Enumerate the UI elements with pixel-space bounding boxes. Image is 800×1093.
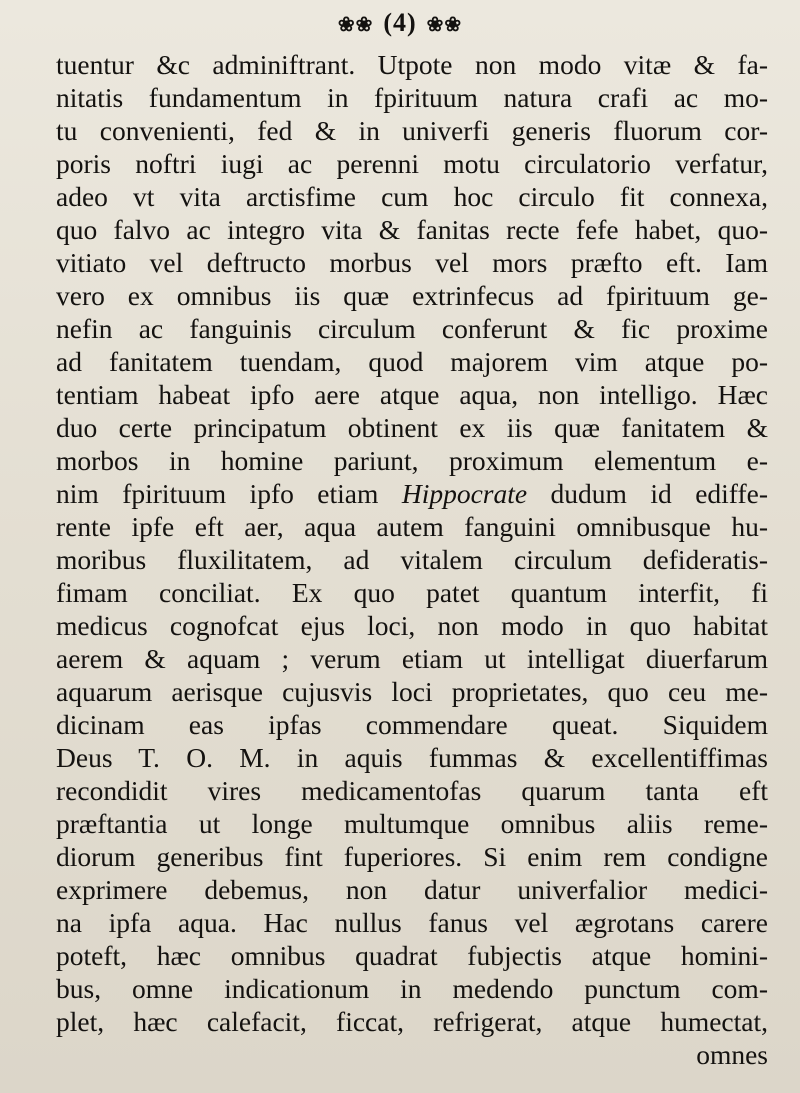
text-line: nefin ac fanguinis circulum conferunt & fic proxime <box>56 313 768 344</box>
text-line: morbos in homine pariunt, proximum elementum e- <box>56 445 768 476</box>
text-line: na ipfa aqua. Hac nullus fanus vel ægrotans carere <box>56 907 768 938</box>
page-header <box>0 6 800 42</box>
text-line: poteft, hæc omnibus quadrat fubjectis atque homini- <box>56 940 768 971</box>
catchword: omnes <box>696 1039 768 1070</box>
text-segment: nim fpirituum ipfo etiam <box>56 478 402 509</box>
right-ornament-icon: ❀❀ <box>426 14 463 37</box>
author-name: Hippocrate <box>401 478 528 509</box>
text-line: aerem & aquam ; verum etiam ut intelligat diuerfarum <box>56 643 768 674</box>
text-segment: dudum id ediffe- <box>527 478 768 509</box>
text-line: moribus fluxilitatem, ad vitalem circulum defideratis- <box>56 544 768 575</box>
text-line: poris noftri iugi ac perenni motu circulatorio verfatur, <box>56 148 768 179</box>
text-line: adeo vt vita arctisfime cum hoc circulo fit connexa, <box>56 181 768 212</box>
text-line: aquarum aerisque cujusvis loci proprietates, quo ceu me- <box>56 676 768 707</box>
text-line: præftantia ut longe multumque omnibus aliis reme- <box>56 808 768 839</box>
text-line: fimam conciliat. Ex quo patet quantum interfit, fi <box>56 577 768 608</box>
text-line: vitiato vel deftructo morbus vel mors præfto eft. Iam <box>56 247 768 278</box>
left-ornament-icon: ❀❀ <box>337 14 374 37</box>
text-line: plet, hæc calefacit, ficcat, refrigerat, atque humectat, <box>56 1006 768 1037</box>
text-line: ad fanitatem tuendam, quod majorem vim atque po- <box>56 346 768 377</box>
text-line: rente ipfe eft aer, aqua autem fanguini omnibusque hu- <box>56 511 768 542</box>
text-line: dicinam eas ipfas commendare queat. Siquidem <box>56 709 768 740</box>
text-line: bus, omne indicationum in medendo punctum com- <box>56 973 768 1004</box>
text-line: medicus cognofcat ejus loci, non modo in quo habitat <box>56 610 768 641</box>
text-line: tentiam habeat ipfo aere atque aqua, non intelligo. Hæc <box>56 379 768 410</box>
body-text <box>56 48 768 1071</box>
text-line: duo certe principatum obtinent ex iis quæ fanitatem & <box>56 412 768 443</box>
page-number: (4) <box>383 8 417 37</box>
text-line: tuentur &c adminiftrant. Utpote non modo vitæ & fa- <box>56 49 768 80</box>
text-line: exprimere debemus, non datur univerfalior medici- <box>56 874 768 905</box>
text-line: vero ex omnibus iis quæ extrinfecus ad fpirituum ge- <box>56 280 768 311</box>
text-line: quo falvo ac integro vita & fanitas recte fefe habet, quo- <box>56 214 768 245</box>
text-line: diorum generibus fint fuperiores. Si enim rem condigne <box>56 841 768 872</box>
text-line: Deus T. O. M. in aquis fummas & excellentiffimas <box>56 742 768 773</box>
text-line: nitatis fundamentum in fpirituum natura crafi ac mo- <box>56 82 768 113</box>
text-line: recondidit vires medicamentofas quarum tanta eft <box>56 775 768 806</box>
text-line <box>56 477 768 510</box>
text-line: tu convenienti, fed & in univerfi generis fluorum cor- <box>56 115 768 146</box>
